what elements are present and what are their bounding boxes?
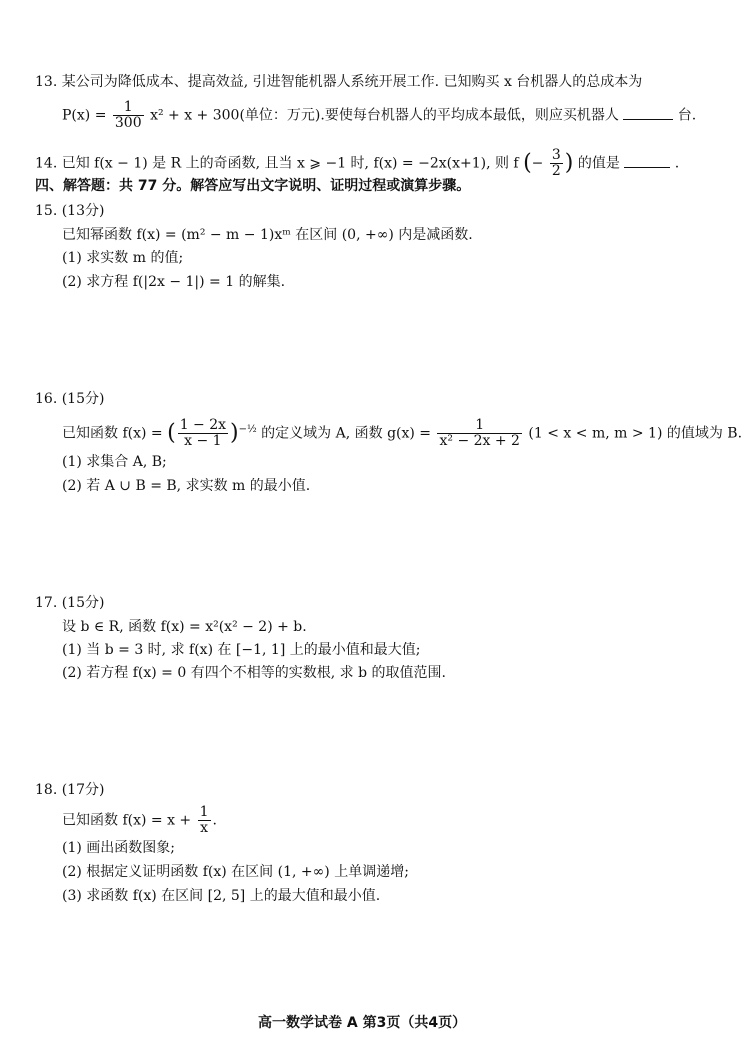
q18-part3: (3) 求函数 f(x) 在区间 [2, 5] 上的最大值和最小值. <box>62 888 381 904</box>
q14-frac-den: 2 <box>551 163 561 179</box>
q16-g-den: x² − 2x + 2 <box>439 433 520 449</box>
q17-stem: 设 b ∈ R, 函数 f(x) = x²(x² − 2) + b. <box>62 619 307 635</box>
q14-pre: 14. 已知 f(x − 1) 是 R 上的奇函数, 且当 x ⩾ −1 时, f(x) = −2x(x+1), 则 f <box>35 155 519 172</box>
q13-frac-num: 1 <box>113 100 144 116</box>
q16-stem <box>62 418 742 449</box>
q18-stem-a: 已知函数 f(x) = x + <box>62 812 192 829</box>
q14-lparen: ( <box>523 150 532 176</box>
q16-part1: (1) 求集合 A, B; <box>62 454 167 470</box>
section-heading: 四、解答题：共 77 分。解答应写出文字说明、证明过程或演算步骤。 <box>35 178 471 194</box>
q18-frac-den: x <box>200 820 209 836</box>
q16-stem-a: 已知函数 f(x) = <box>62 425 163 442</box>
q16-stem-b: 的定义域为 A, 函数 g(x) = <box>261 425 432 442</box>
q14-frac-num: 3 <box>551 147 561 163</box>
q14-line: 14. 已知 f(x − 1) 是 R 上的奇函数, 且当 x ⩾ −1 时, f(x) = −2x(x+1), 则 f (− $\frac{3}{2}$ ) 的值是 . <box>35 147 680 179</box>
page-footer: 高一数学试卷 A 第3页（共4页） <box>258 1015 467 1031</box>
q16-g-fraction <box>437 418 521 449</box>
q15-stem: 已知幂函数 f(x) = (m² − m − 1)xᵐ 在区间 (0, +∞) 内是减函数. <box>62 227 473 243</box>
q13-post: x² + x + 300(单位：万元).要使每台机器人的平均成本最低，则应买机器人 <box>150 107 619 124</box>
q15-part2: (2) 求方程 f(|2x − 1|) = 1 的解集. <box>62 274 286 290</box>
q17-part2: (2) 若方程 f(x) = 0 有四个不相等的实数根, 求 b 的取值范围. <box>62 665 446 681</box>
q14-fraction <box>550 148 563 179</box>
q15-number: 15. (13分) <box>35 203 105 219</box>
q18-part1: (1) 画出函数图象; <box>62 840 175 856</box>
q13-tail: 台. <box>677 107 697 124</box>
q16-f-fraction <box>178 418 228 449</box>
q18-frac-num: 1 <box>199 804 209 820</box>
q16-f-num: 1 − 2x <box>179 417 227 433</box>
q13-line2 <box>62 100 696 131</box>
q16-f-den: x − 1 <box>184 433 222 449</box>
q16-lparen: ( <box>167 420 176 446</box>
q14-answer-blank[interactable] <box>624 155 670 168</box>
q15-part1: (1) 求实数 m 的值; <box>62 250 184 266</box>
q18-number: 18. (17分) <box>35 782 105 798</box>
q14-post: 的值是 <box>577 155 620 172</box>
q13-pre: P(x) = <box>62 107 107 124</box>
q16-part2: (2) 若 A ∪ B = B, 求实数 m 的最小值. <box>62 478 311 494</box>
q16-rparen: ) <box>230 420 239 446</box>
q18-part2: (2) 根据定义证明函数 f(x) 在区间 (1, +∞) 上单调递增; <box>62 864 409 880</box>
q16-g-num: 1 <box>437 418 521 434</box>
q14-rparen: ) <box>564 150 574 176</box>
q13-line1: 13. 某公司为降低成本、提高效益, 引进智能机器人系统开展工作. 已知购买 x 台机器人的总成本为 <box>35 74 643 90</box>
q17-part1: (1) 当 b = 3 时, 求 f(x) 在 [−1, 1] 上的最小值和最大值; <box>62 642 421 658</box>
q16-number: 16. (15分) <box>35 391 105 407</box>
q13-frac-den: 300 <box>114 115 142 131</box>
q18-fraction <box>198 805 211 836</box>
q14-tail: . <box>674 155 680 172</box>
q13-fraction <box>113 100 144 131</box>
q16-f-exponent: −½ <box>238 423 257 435</box>
q17-number: 17. (15分) <box>35 595 105 611</box>
q16-stem-c: (1 < x < m, m > 1) 的值域为 B. <box>528 425 743 442</box>
q18-stem-b: . <box>212 812 217 829</box>
q13-answer-blank[interactable] <box>623 107 673 120</box>
q18-stem <box>62 805 217 836</box>
